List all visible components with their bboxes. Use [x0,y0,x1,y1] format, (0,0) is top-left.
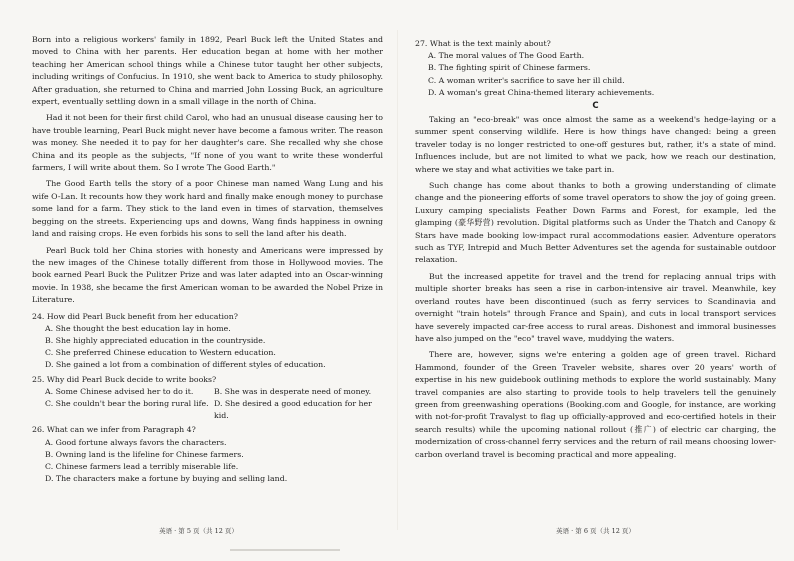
option-c: C. Chinese farmers lead a terribly miserable life. [45,461,239,471]
passage-paragraph-4: Pearl Buck told her China stories with honesty and Americans were impressed by the new images of the Chinese totally different from those in Hollywood movies. The book earned Pearl Buck the Pulitzer Prize and was later adapted into an Oscar-winning movie. In 1938, she became the first American woman to be awarded the Nobel Prize in Literature. [32,245,383,305]
option-c: C. She preferred Chinese education to Western education. [45,348,276,358]
option-c: C. A woman writer's sacrifice to save her ill child. [428,75,625,85]
passage-paragraph-4: There are, however, signs we're entering a golden age of green travel. Richard Hammond, founder of the Green Traveler website, shares over 20 years' worth of expertise in his new guidebook outlining methods to explore the world sustainably. Many travel companies are also starting to provide tools to help travelers tell the genuinely green from greenwashing operations (Booking.com and Google, for instance, are working with not-for-profit Travalyst to flag up officially-approved and eco-certified hotels in their search results) while the upcoming national rollout (推广) of electric car charging, the modernization of cross-channel ferry services and the return of rail means choosing lower-carbon overland travel is becoming practical and more appealing. [415,350,776,459]
question-26 [32,424,383,485]
question-stem: 25. Why did Pearl Buck decide to write books? [32,374,217,384]
page-footer: 英语 · 第 6 页（共 12 页） [556,527,635,535]
question-stem: 24. How did Pearl Buck benefit from her education? [32,311,238,321]
scan-mark [230,549,340,551]
question-stem: 26. What can we infer from Paragraph 4? [32,425,196,435]
passage-paragraph-2: Such change has come about thanks to both a growing understanding of climate change and the pioneering efforts of some travel operators to show the joy of going green. Luxury camping specialists Feather Down Farms and Forest, for example, led the glamping (豪华野营) revolution. Digital platforms such as Under the Thatch and Canopy & Stars have made booking low-impact rural accommodations easier. Adventure operators such as TYF, Intrepid and Much Better Adventures set the agenda for sustainable outdoor relaxation. [415,181,776,265]
option-b: B. She highly appreciated education in the countryside. [45,335,266,345]
question-27 [415,38,776,99]
question-stem: 27. What is the text mainly about? [415,39,551,48]
option-a: A. Some Chinese advised her to do it. [45,386,194,396]
passage-paragraph-3: But the increased appetite for travel and the trend for replacing annual trips with multiple shorter breaks has seen a rise in carbon-intensive air travel. Meanwhile, key overland routes have been discontinued (such as ferry services to Scandinavia and overnight "train hotels" through France and Spain), and cuts in local transport services have severely impacted car-free access to rural areas. Dishonest and immoral businesses have also jumped on the "eco" travel wave, muddying the waters. [415,271,776,343]
passage-paragraph-1: Born into a religious workers' family in 1892, Pearl Buck left the United States and moved to China with her parents. Her education began at home with her mother teaching her American school things while a Chinese tutor taught her other subjects, including writings of Confucius. In 1910, she went back to America to study philosophy. After graduation, she returned to China and married John Lossing Buck, an agriculture expert, eventually settling down in a small village in the north of China. [32,35,383,107]
option-b: B. The fighting spirit of Chinese farmers. [428,63,591,73]
option-d: D. She desired a good education for her kid. [214,398,372,421]
option-b: B. Owning land is the lifeline for Chinese farmers. [45,449,244,459]
page-footer: 英语 · 第 5 页（共 12 页） [159,527,238,535]
right-page [397,0,794,561]
section-heading: C [592,101,599,112]
option-a: A. She thought the best education lay in home. [45,323,231,333]
option-a: A. The moral values of The Good Earth. [428,51,585,61]
passage-paragraph-2: Had it not been for their first child Carol, who had an unusual disease causing her to have trouble learning, Pearl Buck might never have become a famous writer. The reason was money. She needed it to pay for her daughter's care. She recalled why she chose China and its people as the subjects, "If none of you want to write these wonderful farmers, I will write about them. So I wrote The Good Earth." [32,113,383,173]
option-a: A. Good fortune always favors the characters. [45,437,227,447]
option-b: B. She was in desperate need of money. [214,386,372,396]
option-d: D. The characters make a fortune by buying and selling land. [45,474,288,484]
passage-paragraph-1: Taking an "eco-break" was once almost the same as a weekend's hedge-laying or a summer spent conserving wildlife. Here is how things have changed: being a green traveler today is no longer restricted to one-off gestures but, rather, it's a state of mind. Influences include, but are not limited to what we pack, how we reach our destination, where we stay and what activities we take part in. [415,115,776,174]
question-24 [32,311,383,372]
option-d: D. She gained a lot from a combination of different styles of education. [45,360,326,370]
passage-paragraph-3: The Good Earth tells the story of a poor Chinese man named Wang Lung and his wife O-Lan. It recounts how they work hard and finally make enough money to purchase some land for a farm. They stick to the land even in times of starvation, themselves begging on the streets. Experiencing ups and downs, Wang finds happiness in owning land and raising crops. He even forbids his sons to sell the land after his death. [32,179,383,239]
option-d: D. A woman's great China-themed literary achievements. [428,87,655,97]
question-25 [32,374,383,423]
option-c: C. She couldn't bear the boring rural life. [45,398,209,408]
